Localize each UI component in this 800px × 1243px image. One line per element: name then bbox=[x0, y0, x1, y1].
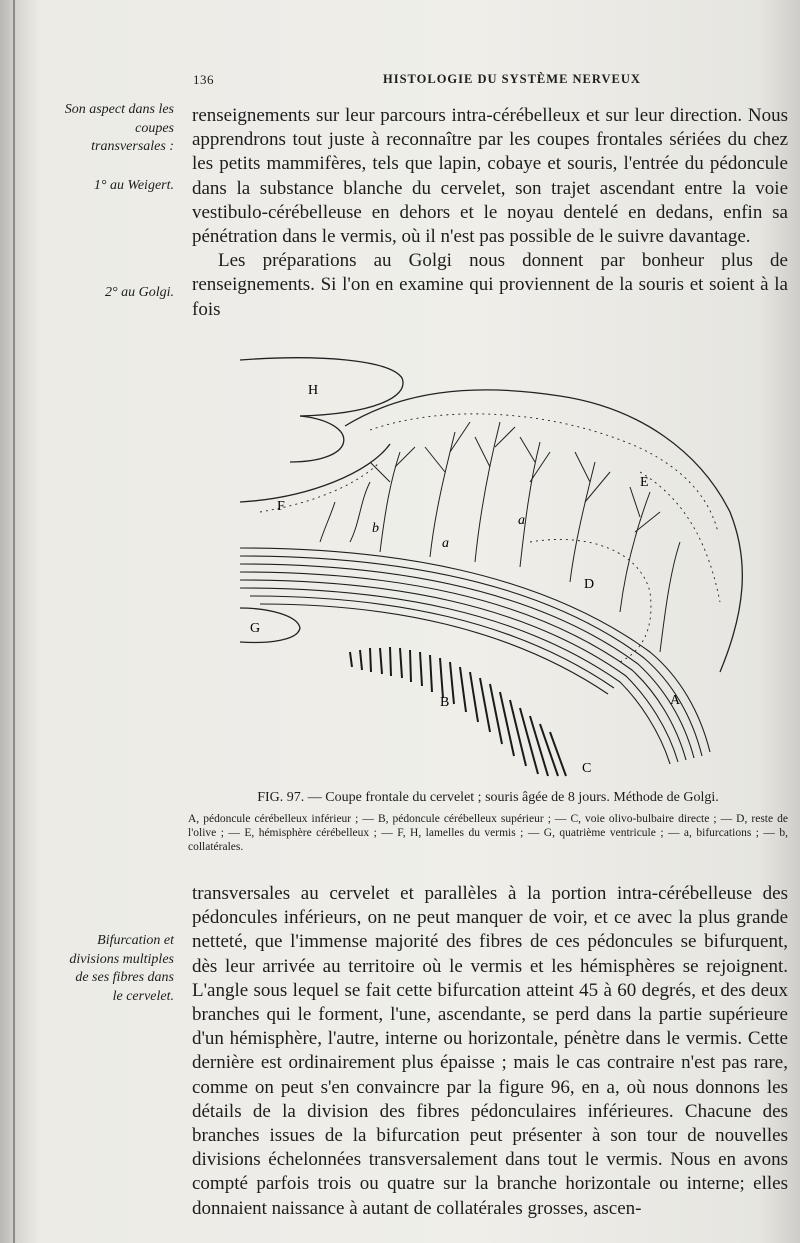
cerebellum-outline bbox=[345, 390, 742, 672]
text-block-top bbox=[192, 104, 788, 322]
paragraph-3: transversales au cervelet et parallèles à la portion intra-cérébelleuse des pédoncules inférieurs, on ne peut manquer de voir, et ce avec la plus grande netteté, que l'immense majorité des fibres de ces pédoncules se bifurquent, dès leur arrivée au territoire où le vermis et les hémisphères se rejoignent. L'angle sous lequel se fait cette bifurcation atteint 45 à 60 degrés, et des deux branches qui le forment, l'une, ascendante, se perd dans la partie supérieure d'un hémisphère, l'autre, interne ou horizontale, pénètre dans le vermis. Cette dernière est ordinairement plus épaisse ; mais le cas contraire n'est pas rare, comme on peut s'en convaincre par la figure 96, en a, où nous donnons les détails de la division des fibres pédonculaires inférieures. Chacune des branches issues de la bifurcation peut présenter à son tour de nouvelles divisions échelonnées transversalement dans tout le vermis. Nous en avons compté parfois trois ou quatre sur la branche horizontale ou interne; elles donnaient naissance à autant de collatérales grosses, ascen- bbox=[192, 883, 788, 1219]
margin-note-weigert: 1° au Weigert. bbox=[93, 178, 174, 193]
page-header bbox=[193, 72, 793, 92]
figure-label-b-peduncle: B bbox=[440, 695, 450, 710]
dotted-boundary-top bbox=[370, 414, 718, 532]
paragraph-1: renseignements sur leur parcours intra-cérébelleux et sur leur direction. Nous apprendrons tout juste à reconnaître par les coupes frontales sériées du chez les petits mammifères, tels que lapin, cobaye et souris, l'entrée du pédoncule dans la substance blanche du cervelet, son trajet ascendant entre la voie vestibulo-cérébelleuse en dehors et le noyau dentelé en dedans, enfin sa pénétration dans le vermis, où il n'est pas possible de le suivre davantage. bbox=[192, 105, 788, 248]
figure-caption bbox=[188, 790, 788, 854]
figure-97-illustration bbox=[240, 352, 760, 780]
figure-label-e: E bbox=[640, 475, 649, 490]
lamella-h-lower bbox=[290, 416, 344, 462]
ventricle-g-outline bbox=[240, 608, 300, 642]
peduncle-b-hatching bbox=[350, 647, 566, 776]
margin-note-bifurcation: Bifurcation et divisions multiples de ses fibres dans le cervelet. bbox=[69, 933, 174, 1004]
figure-label-c: C bbox=[582, 761, 592, 776]
figure-label-d: D bbox=[584, 577, 595, 592]
fiber-bundle bbox=[240, 548, 710, 764]
figure-label-b-collaterals: b bbox=[372, 521, 379, 536]
dotted-boundary-e bbox=[640, 472, 720, 602]
figure-label-a-bifurcation-1: a bbox=[442, 536, 449, 551]
page-number: 136 bbox=[193, 72, 214, 87]
figure-label-h: H bbox=[308, 383, 319, 398]
figure-label-a-bifurcation-2: a bbox=[518, 513, 525, 528]
figure-label-a-peduncle: A bbox=[670, 693, 681, 708]
running-title: HISTOLOGIE DU SYSTÈME NERVEUX bbox=[383, 72, 641, 86]
figure-label-f: F bbox=[277, 499, 285, 514]
caption-legend: A, pédoncule cérébelleux inférieur ; — B, pédoncule cérébelleux supérieur ; — C, voie olivo-bulbaire directe ; — D, reste de l'olive ; — E, hémisphère cérébelleux ; — F, H, lamelles du vermis ; — G, quatrième ventricule ; — a, bifurcations ; — b, collatérales. bbox=[188, 813, 788, 853]
lamella-h-outline bbox=[240, 358, 403, 416]
margin-note-golgi: 2° au Golgi. bbox=[105, 285, 174, 300]
paragraph-2: Les préparations au Golgi nous donnent par bonheur plus de renseignements. Si l'on en examine qui proviennent de la souris et soient à la fois bbox=[192, 250, 788, 320]
binding-gutter bbox=[13, 0, 15, 1243]
figure-label-g: G bbox=[250, 621, 261, 636]
branching-fibers bbox=[320, 422, 680, 652]
text-block-bottom bbox=[192, 882, 788, 1221]
caption-title: FIG. 97. — Coupe frontale du cervelet ; souris âgée de 8 jours. Méthode de Golgi. bbox=[257, 790, 719, 805]
margin-note-aspect: Son aspect dans les coupes transversales : bbox=[64, 102, 174, 154]
